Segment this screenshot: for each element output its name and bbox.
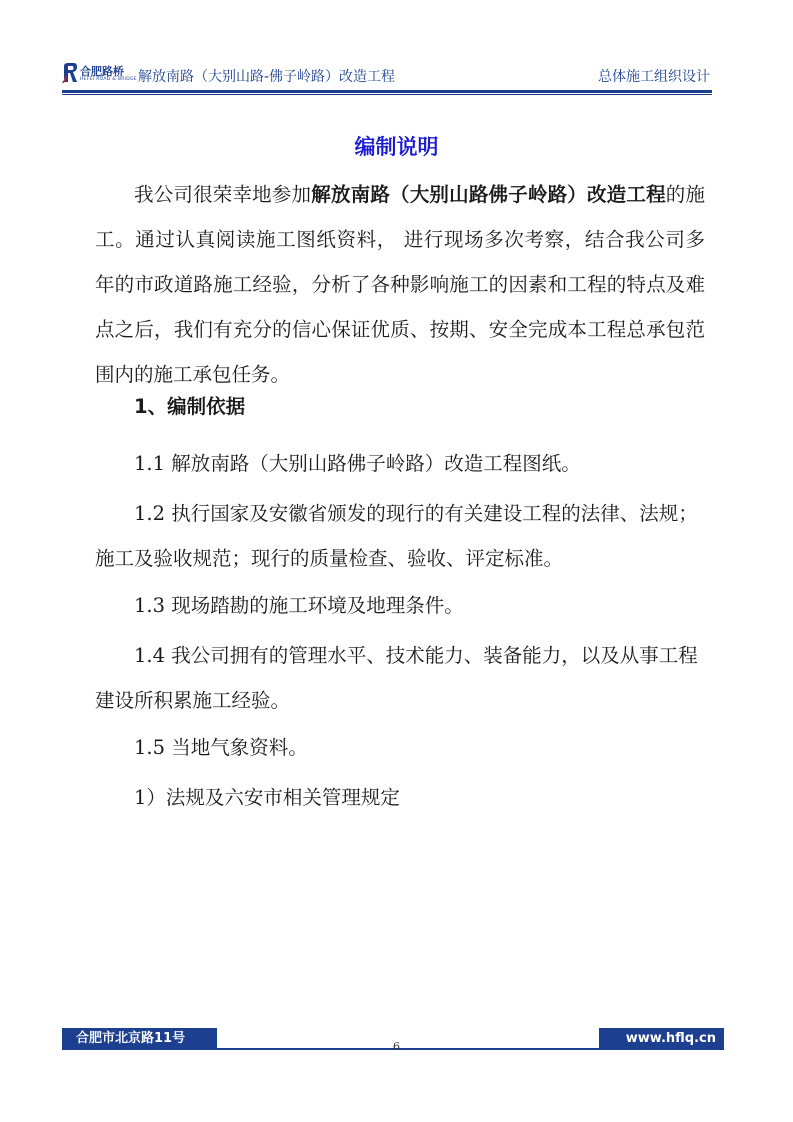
logo-mark-icon bbox=[62, 62, 78, 84]
company-logo bbox=[62, 62, 142, 86]
list-item bbox=[95, 633, 705, 723]
header-document-type: 总体施工组织设计 bbox=[598, 69, 710, 85]
list-item-text: 1.2 执行国家及安徽省颁发的现行的有关建设工程的法律、法规；施工及验收规范；现行的质量检查、验收、评定标准。 bbox=[95, 502, 698, 570]
header-project-title: 解放南路（大别山路-佛子岭路）改造工程 bbox=[138, 69, 396, 85]
intro-paragraph bbox=[95, 172, 705, 397]
list-item-text: 1.5 当地气象资料。 bbox=[134, 736, 308, 759]
list-item-text: 1.1 解放南路（大别山路佛子岭路）改造工程图纸。 bbox=[134, 452, 581, 475]
list-item bbox=[95, 775, 705, 820]
intro-text-end: 的施工。通过认真阅读施工图纸资料， 进行现场多次考察，结合我公司多年的市政道路施工经验，分析了各种影响施工的因素和工程的特点及难点之后，我们有充分的信心保证优质、按期、安全完成本工程总承包范围内的施工承包任务。 bbox=[95, 183, 705, 386]
list-item-text: 1.4 我公司拥有的管理水平、技术能力、装备能力，以及从事工程建设所积累施工经验。 bbox=[95, 644, 698, 712]
list-item bbox=[95, 725, 705, 770]
logo-text: 合肥路桥 bbox=[80, 65, 124, 78]
intro-text-start: 我公司很荣幸地参加 bbox=[134, 183, 312, 206]
intro-project-name: 解放南路（大别山路佛子岭路）改造工程 bbox=[311, 183, 666, 206]
list-item bbox=[95, 491, 705, 581]
logo-english-text: HEFEI ROAD & BRIDGE bbox=[80, 77, 137, 82]
page-header bbox=[62, 60, 712, 92]
page-title: 编制说明 bbox=[354, 135, 439, 159]
header-divider-thin bbox=[62, 94, 712, 95]
list-item-text: 1）法规及六安市相关管理规定 bbox=[134, 786, 400, 809]
footer-address: 合肥市北京路11号 bbox=[62, 1028, 217, 1050]
list-item-text: 1.3 现场踏勘的施工环境及地理条件。 bbox=[134, 594, 464, 617]
list-item bbox=[95, 441, 705, 486]
section-heading: 1、编制依据 bbox=[134, 395, 246, 418]
footer-website: www.hflq.cn bbox=[599, 1028, 724, 1050]
page-number: 6 bbox=[393, 1040, 400, 1053]
header-divider bbox=[62, 90, 712, 93]
list-item bbox=[95, 583, 705, 628]
